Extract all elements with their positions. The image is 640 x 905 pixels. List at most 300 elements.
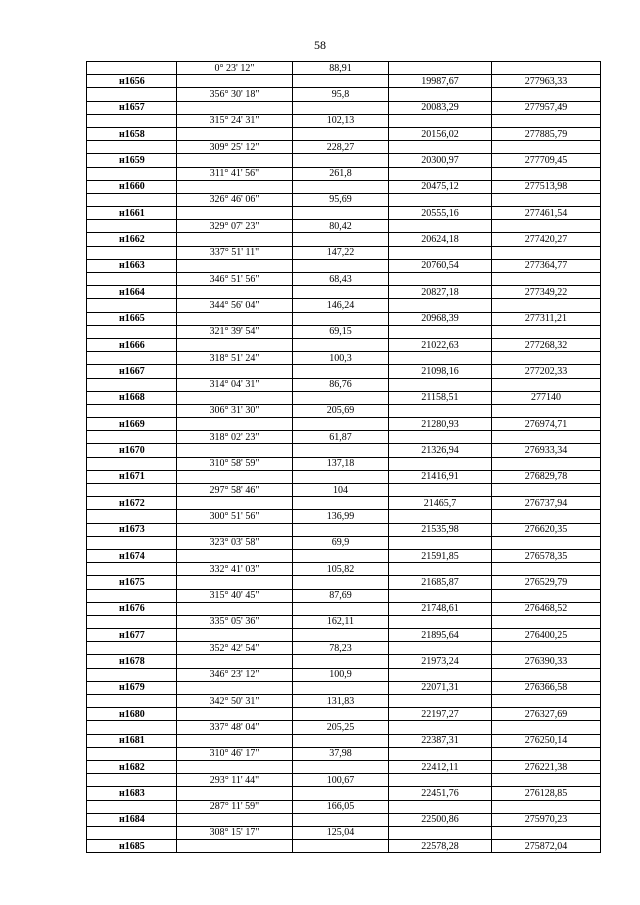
point-cell: [87, 325, 177, 338]
table-row: [87, 787, 601, 800]
point-cell: н1676: [87, 602, 177, 615]
y-cell: 277420,27: [492, 233, 601, 246]
table-row: [87, 826, 601, 839]
x-cell: 21158,51: [389, 391, 492, 404]
angle-cell: 337° 51' 11": [177, 246, 293, 259]
table-row: [87, 62, 601, 75]
table-row: [87, 589, 601, 602]
point-cell: н1679: [87, 681, 177, 694]
angle-cell: 318° 02' 23": [177, 431, 293, 444]
y-cell: [492, 114, 601, 127]
distance-cell: [293, 681, 389, 694]
distance-cell: 205,69: [293, 404, 389, 417]
x-cell: [389, 774, 492, 787]
x-cell: 20624,18: [389, 233, 492, 246]
table-row: [87, 708, 601, 721]
distance-cell: [293, 259, 389, 272]
distance-cell: 137,18: [293, 457, 389, 470]
distance-cell: 69,15: [293, 325, 389, 338]
x-cell: 21022,63: [389, 338, 492, 351]
table-row: [87, 154, 601, 167]
point-cell: [87, 273, 177, 286]
distance-cell: [293, 312, 389, 325]
x-cell: [389, 378, 492, 391]
y-cell: [492, 563, 601, 576]
angle-cell: 293° 11' 44": [177, 774, 293, 787]
point-cell: н1672: [87, 497, 177, 510]
x-cell: 20300,97: [389, 154, 492, 167]
angle-cell: [177, 840, 293, 853]
distance-cell: 166,05: [293, 800, 389, 813]
distance-cell: 146,24: [293, 299, 389, 312]
distance-cell: 95,69: [293, 193, 389, 206]
angle-cell: 342° 50' 31": [177, 695, 293, 708]
distance-cell: 125,04: [293, 826, 389, 839]
y-cell: [492, 695, 601, 708]
angle-cell: [177, 180, 293, 193]
point-cell: [87, 404, 177, 417]
point-cell: [87, 615, 177, 628]
x-cell: 22197,27: [389, 708, 492, 721]
point-cell: [87, 220, 177, 233]
x-cell: [389, 721, 492, 734]
point-cell: н1663: [87, 259, 177, 272]
y-cell: [492, 88, 601, 101]
y-cell: [492, 721, 601, 734]
point-cell: н1673: [87, 523, 177, 536]
angle-cell: 315° 40' 45": [177, 589, 293, 602]
x-cell: [389, 352, 492, 365]
table-row: [87, 470, 601, 483]
point-cell: [87, 141, 177, 154]
point-cell: [87, 352, 177, 365]
table-row: [87, 299, 601, 312]
point-cell: н1674: [87, 549, 177, 562]
y-cell: 277349,22: [492, 286, 601, 299]
angle-cell: 352° 42' 54": [177, 642, 293, 655]
point-cell: н1680: [87, 708, 177, 721]
x-cell: [389, 325, 492, 338]
point-cell: [87, 800, 177, 813]
x-cell: [389, 88, 492, 101]
point-cell: н1658: [87, 127, 177, 140]
y-cell: 275970,23: [492, 813, 601, 826]
y-cell: [492, 220, 601, 233]
x-cell: 21416,91: [389, 470, 492, 483]
x-cell: 21895,64: [389, 629, 492, 642]
x-cell: 20555,16: [389, 207, 492, 220]
distance-cell: [293, 75, 389, 88]
x-cell: [389, 563, 492, 576]
distance-cell: 68,43: [293, 273, 389, 286]
y-cell: [492, 404, 601, 417]
point-cell: [87, 88, 177, 101]
point-cell: [87, 668, 177, 681]
y-cell: 277268,32: [492, 338, 601, 351]
distance-cell: [293, 629, 389, 642]
x-cell: [389, 510, 492, 523]
table-row: [87, 774, 601, 787]
point-cell: [87, 484, 177, 497]
y-cell: 277140: [492, 391, 601, 404]
table-row: [87, 497, 601, 510]
distance-cell: [293, 523, 389, 536]
table-row: [87, 352, 601, 365]
table-row: [87, 101, 601, 114]
x-cell: 21973,24: [389, 655, 492, 668]
table-row: [87, 695, 601, 708]
x-cell: [389, 642, 492, 655]
y-cell: 277311,21: [492, 312, 601, 325]
y-cell: 275872,04: [492, 840, 601, 853]
point-cell: н1661: [87, 207, 177, 220]
y-cell: [492, 352, 601, 365]
y-cell: 277957,49: [492, 101, 601, 114]
table-row: [87, 207, 601, 220]
x-cell: 20475,12: [389, 180, 492, 193]
distance-cell: [293, 365, 389, 378]
x-cell: [389, 747, 492, 760]
table-row: [87, 180, 601, 193]
y-cell: 277963,33: [492, 75, 601, 88]
table-row: [87, 840, 601, 853]
x-cell: 22412,11: [389, 760, 492, 773]
x-cell: 21326,94: [389, 444, 492, 457]
x-cell: [389, 246, 492, 259]
table-row: [87, 259, 601, 272]
point-cell: [87, 563, 177, 576]
table-row: [87, 220, 601, 233]
point-cell: [87, 431, 177, 444]
angle-cell: 306° 31' 30": [177, 404, 293, 417]
angle-cell: [177, 365, 293, 378]
x-cell: [389, 668, 492, 681]
table-row: [87, 88, 601, 101]
y-cell: 276128,85: [492, 787, 601, 800]
y-cell: 276529,79: [492, 576, 601, 589]
table-row: [87, 167, 601, 180]
angle-cell: [177, 444, 293, 457]
y-cell: 277513,98: [492, 180, 601, 193]
angle-cell: 309° 25' 12": [177, 141, 293, 154]
x-cell: 21591,85: [389, 549, 492, 562]
point-cell: н1670: [87, 444, 177, 457]
distance-cell: [293, 127, 389, 140]
table-row: [87, 127, 601, 140]
x-cell: [389, 826, 492, 839]
y-cell: [492, 193, 601, 206]
angle-cell: 332° 41' 03": [177, 563, 293, 576]
distance-cell: [293, 207, 389, 220]
y-cell: [492, 800, 601, 813]
angle-cell: [177, 338, 293, 351]
table-row: [87, 338, 601, 351]
distance-cell: 131,83: [293, 695, 389, 708]
distance-cell: [293, 154, 389, 167]
distance-cell: [293, 286, 389, 299]
point-cell: [87, 299, 177, 312]
point-cell: н1668: [87, 391, 177, 404]
x-cell: 22451,76: [389, 787, 492, 800]
table-row: [87, 312, 601, 325]
table-row: [87, 681, 601, 694]
y-cell: [492, 536, 601, 549]
coordinates-table: [86, 61, 601, 853]
y-cell: 276974,71: [492, 418, 601, 431]
table-row: [87, 655, 601, 668]
distance-cell: [293, 470, 389, 483]
angle-cell: 326° 46' 06": [177, 193, 293, 206]
table-row: [87, 747, 601, 760]
x-cell: 21535,98: [389, 523, 492, 536]
y-cell: 277885,79: [492, 127, 601, 140]
y-cell: [492, 510, 601, 523]
table-row: [87, 615, 601, 628]
table-row: [87, 813, 601, 826]
y-cell: 276366,58: [492, 681, 601, 694]
point-cell: [87, 826, 177, 839]
point-cell: [87, 193, 177, 206]
angle-cell: [177, 734, 293, 747]
table-row: [87, 75, 601, 88]
y-cell: [492, 325, 601, 338]
x-cell: [389, 536, 492, 549]
angle-cell: [177, 602, 293, 615]
distance-cell: 228,27: [293, 141, 389, 154]
y-cell: [492, 774, 601, 787]
table-row: [87, 721, 601, 734]
distance-cell: 261,8: [293, 167, 389, 180]
table-row: [87, 510, 601, 523]
y-cell: [492, 141, 601, 154]
angle-cell: [177, 127, 293, 140]
angle-cell: 323° 03' 58": [177, 536, 293, 549]
y-cell: 276737,94: [492, 497, 601, 510]
point-cell: [87, 721, 177, 734]
y-cell: [492, 273, 601, 286]
y-cell: [492, 615, 601, 628]
x-cell: [389, 141, 492, 154]
y-cell: [492, 668, 601, 681]
table-row: [87, 563, 601, 576]
x-cell: 20968,39: [389, 312, 492, 325]
point-cell: [87, 167, 177, 180]
distance-cell: 78,23: [293, 642, 389, 655]
angle-cell: 310° 46' 17": [177, 747, 293, 760]
distance-cell: 61,87: [293, 431, 389, 444]
y-cell: [492, 642, 601, 655]
point-cell: н1683: [87, 787, 177, 800]
y-cell: 276250,14: [492, 734, 601, 747]
distance-cell: 100,67: [293, 774, 389, 787]
angle-cell: 287° 11' 59": [177, 800, 293, 813]
x-cell: [389, 484, 492, 497]
table-row: [87, 378, 601, 391]
angle-cell: [177, 207, 293, 220]
coordinates-table-container: [86, 61, 600, 853]
distance-cell: [293, 233, 389, 246]
x-cell: [389, 431, 492, 444]
distance-cell: 136,99: [293, 510, 389, 523]
distance-cell: [293, 655, 389, 668]
y-cell: [492, 299, 601, 312]
y-cell: [492, 378, 601, 391]
y-cell: 276327,69: [492, 708, 601, 721]
y-cell: 276390,33: [492, 655, 601, 668]
point-cell: н1664: [87, 286, 177, 299]
table-row: [87, 642, 601, 655]
distance-cell: [293, 180, 389, 193]
x-cell: [389, 62, 492, 75]
y-cell: [492, 589, 601, 602]
distance-cell: 102,13: [293, 114, 389, 127]
table-row: [87, 325, 601, 338]
angle-cell: 346° 51' 56": [177, 273, 293, 286]
table-row: [87, 246, 601, 259]
y-cell: 277364,77: [492, 259, 601, 272]
distance-cell: 95,8: [293, 88, 389, 101]
point-cell: [87, 536, 177, 549]
point-cell: н1685: [87, 840, 177, 853]
point-cell: н1682: [87, 760, 177, 773]
distance-cell: 69,9: [293, 536, 389, 549]
table-row: [87, 365, 601, 378]
distance-cell: [293, 338, 389, 351]
x-cell: 21465,7: [389, 497, 492, 510]
table-row: [87, 523, 601, 536]
distance-cell: 100,9: [293, 668, 389, 681]
y-cell: [492, 62, 601, 75]
y-cell: [492, 431, 601, 444]
distance-cell: [293, 787, 389, 800]
x-cell: [389, 695, 492, 708]
angle-cell: [177, 391, 293, 404]
angle-cell: [177, 497, 293, 510]
x-cell: [389, 800, 492, 813]
y-cell: 276620,35: [492, 523, 601, 536]
y-cell: [492, 826, 601, 839]
point-cell: н1662: [87, 233, 177, 246]
angle-cell: 337° 48' 04": [177, 721, 293, 734]
x-cell: [389, 457, 492, 470]
table-row: [87, 734, 601, 747]
distance-cell: 162,11: [293, 615, 389, 628]
x-cell: 20156,02: [389, 127, 492, 140]
distance-cell: [293, 840, 389, 853]
distance-cell: [293, 602, 389, 615]
x-cell: [389, 167, 492, 180]
y-cell: 276829,78: [492, 470, 601, 483]
angle-cell: [177, 470, 293, 483]
x-cell: [389, 404, 492, 417]
table-row: [87, 286, 601, 299]
point-cell: н1660: [87, 180, 177, 193]
distance-cell: 37,98: [293, 747, 389, 760]
angle-cell: [177, 154, 293, 167]
x-cell: [389, 273, 492, 286]
distance-cell: 80,42: [293, 220, 389, 233]
y-cell: [492, 747, 601, 760]
point-cell: [87, 378, 177, 391]
point-cell: [87, 695, 177, 708]
table-row: [87, 273, 601, 286]
point-cell: [87, 114, 177, 127]
point-cell: н1681: [87, 734, 177, 747]
distance-cell: 100,3: [293, 352, 389, 365]
table-row: [87, 114, 601, 127]
angle-cell: [177, 655, 293, 668]
x-cell: 20083,29: [389, 101, 492, 114]
distance-cell: [293, 444, 389, 457]
angle-cell: 329° 07' 23": [177, 220, 293, 233]
angle-cell: [177, 708, 293, 721]
table-row: [87, 404, 601, 417]
x-cell: [389, 299, 492, 312]
angle-cell: [177, 418, 293, 431]
angle-cell: 300° 51' 56": [177, 510, 293, 523]
angle-cell: [177, 576, 293, 589]
angle-cell: [177, 813, 293, 826]
table-row: [87, 576, 601, 589]
y-cell: 277461,54: [492, 207, 601, 220]
angle-cell: [177, 101, 293, 114]
table-row: [87, 536, 601, 549]
distance-cell: [293, 101, 389, 114]
angle-cell: [177, 523, 293, 536]
angle-cell: [177, 760, 293, 773]
angle-cell: 315° 24' 31": [177, 114, 293, 127]
point-cell: н1678: [87, 655, 177, 668]
page-number: 58: [314, 38, 326, 52]
angle-cell: [177, 286, 293, 299]
table-row: [87, 484, 601, 497]
point-cell: н1667: [87, 365, 177, 378]
x-cell: 20827,18: [389, 286, 492, 299]
x-cell: 21748,61: [389, 602, 492, 615]
table-row: [87, 602, 601, 615]
point-cell: н1665: [87, 312, 177, 325]
angle-cell: 311° 41' 56": [177, 167, 293, 180]
table-row: [87, 760, 601, 773]
table-row: [87, 549, 601, 562]
distance-cell: 104: [293, 484, 389, 497]
table-row: [87, 668, 601, 681]
table-row: [87, 233, 601, 246]
table-row: [87, 431, 601, 444]
angle-cell: 335° 05' 36": [177, 615, 293, 628]
angle-cell: [177, 549, 293, 562]
point-cell: н1675: [87, 576, 177, 589]
point-cell: н1669: [87, 418, 177, 431]
x-cell: [389, 615, 492, 628]
table-row: [87, 418, 601, 431]
angle-cell: 344° 56' 04": [177, 299, 293, 312]
x-cell: [389, 220, 492, 233]
point-cell: н1659: [87, 154, 177, 167]
distance-cell: 87,69: [293, 589, 389, 602]
table-row: [87, 193, 601, 206]
table-row: [87, 629, 601, 642]
x-cell: [389, 193, 492, 206]
y-cell: [492, 167, 601, 180]
y-cell: 277709,45: [492, 154, 601, 167]
distance-cell: [293, 497, 389, 510]
x-cell: 22387,31: [389, 734, 492, 747]
point-cell: н1677: [87, 629, 177, 642]
y-cell: 276468,52: [492, 602, 601, 615]
x-cell: [389, 589, 492, 602]
point-cell: [87, 747, 177, 760]
